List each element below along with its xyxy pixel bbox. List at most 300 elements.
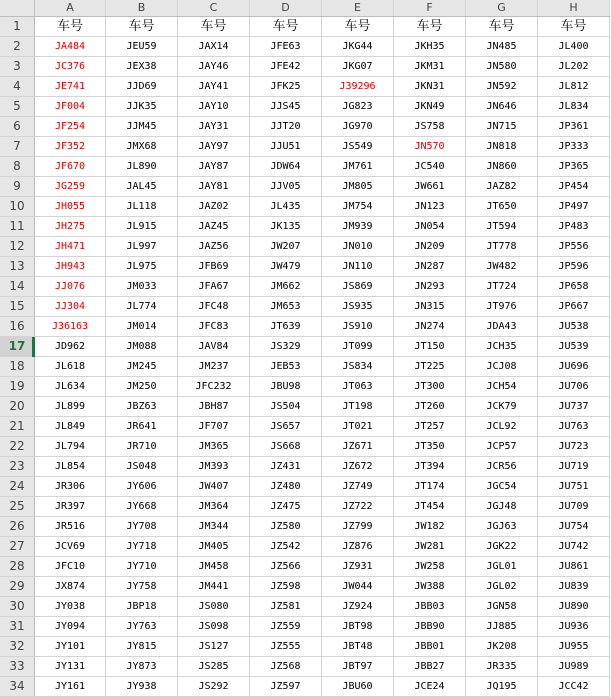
data-cell[interactable]: JT174 <box>394 477 466 497</box>
row-header[interactable]: 22 <box>0 437 35 457</box>
column-header-g[interactable]: G <box>466 0 538 17</box>
data-cell[interactable]: JU723 <box>538 437 610 457</box>
data-cell[interactable]: JZ924 <box>322 597 394 617</box>
data-cell[interactable]: JM754 <box>322 197 394 217</box>
data-cell[interactable]: JFB69 <box>178 257 250 277</box>
data-cell[interactable]: JS080 <box>178 597 250 617</box>
data-cell[interactable]: JN592 <box>466 77 538 97</box>
row-header[interactable]: 18 <box>0 357 35 377</box>
row-header[interactable]: 2 <box>0 37 35 57</box>
data-cell[interactable]: JZ931 <box>322 557 394 577</box>
data-cell[interactable]: JY668 <box>106 497 178 517</box>
data-cell[interactable]: JN209 <box>394 237 466 257</box>
data-cell[interactable]: JF352 <box>35 137 106 157</box>
data-cell[interactable]: JFA67 <box>178 277 250 297</box>
data-cell[interactable]: JM939 <box>322 217 394 237</box>
data-cell[interactable]: JP333 <box>538 137 610 157</box>
data-cell[interactable]: JS285 <box>178 657 250 677</box>
header-cell[interactable]: 车号 <box>250 17 322 37</box>
data-cell[interactable]: JAY41 <box>178 77 250 97</box>
data-cell[interactable]: JCH35 <box>466 337 538 357</box>
row-header[interactable]: 32 <box>0 637 35 657</box>
data-cell[interactable]: JY094 <box>35 617 106 637</box>
data-cell[interactable]: JM250 <box>106 377 178 397</box>
data-cell[interactable]: JP596 <box>538 257 610 277</box>
data-cell[interactable]: JFE42 <box>250 57 322 77</box>
data-cell[interactable]: JBT48 <box>322 637 394 657</box>
data-cell[interactable]: JZ566 <box>250 557 322 577</box>
data-cell[interactable]: JZ722 <box>322 497 394 517</box>
data-cell[interactable]: JT021 <box>322 417 394 437</box>
data-cell[interactable]: JAZ82 <box>466 177 538 197</box>
data-cell[interactable]: JW661 <box>394 177 466 197</box>
data-cell[interactable]: JK208 <box>466 637 538 657</box>
data-cell[interactable]: JM245 <box>106 357 178 377</box>
data-cell[interactable]: JL400 <box>538 37 610 57</box>
data-cell[interactable]: JL997 <box>106 237 178 257</box>
data-cell[interactable]: JH055 <box>35 197 106 217</box>
data-cell[interactable]: JY038 <box>35 597 106 617</box>
data-cell[interactable]: JZ542 <box>250 537 322 557</box>
data-cell[interactable]: JGJ63 <box>466 517 538 537</box>
data-cell[interactable]: JJU51 <box>250 137 322 157</box>
data-cell[interactable]: JM761 <box>322 157 394 177</box>
data-cell[interactable]: JN646 <box>466 97 538 117</box>
data-cell[interactable]: JY815 <box>106 637 178 657</box>
data-cell[interactable]: JFC10 <box>35 557 106 577</box>
data-cell[interactable]: JD962 <box>35 337 106 357</box>
header-cell[interactable]: 车号 <box>178 17 250 37</box>
data-cell[interactable]: JGC54 <box>466 477 538 497</box>
data-cell[interactable]: JBP18 <box>106 597 178 617</box>
data-cell[interactable]: JBZ63 <box>106 397 178 417</box>
row-header[interactable]: 5 <box>0 97 35 117</box>
row-header[interactable]: 9 <box>0 177 35 197</box>
data-cell[interactable]: JL849 <box>35 417 106 437</box>
data-cell[interactable]: JGK22 <box>466 537 538 557</box>
data-cell[interactable]: JCH54 <box>466 377 538 397</box>
data-cell[interactable]: JN485 <box>466 37 538 57</box>
data-cell[interactable]: JY101 <box>35 637 106 657</box>
row-header[interactable]: 26 <box>0 517 35 537</box>
data-cell[interactable]: JN274 <box>394 317 466 337</box>
data-cell[interactable]: JJM45 <box>106 117 178 137</box>
data-cell[interactable]: JM653 <box>250 297 322 317</box>
data-cell[interactable]: JN715 <box>466 117 538 137</box>
data-cell[interactable]: JS935 <box>322 297 394 317</box>
data-cell[interactable]: JZ568 <box>250 657 322 677</box>
data-cell[interactable]: JR516 <box>35 517 106 537</box>
data-cell[interactable]: JKG44 <box>322 37 394 57</box>
data-cell[interactable]: JFC232 <box>178 377 250 397</box>
data-cell[interactable]: JU989 <box>538 657 610 677</box>
data-cell[interactable]: JL774 <box>106 297 178 317</box>
header-cell[interactable]: 车号 <box>322 17 394 37</box>
row-header[interactable]: 28 <box>0 557 35 577</box>
data-cell[interactable]: JS910 <box>322 317 394 337</box>
data-cell[interactable]: JY708 <box>106 517 178 537</box>
data-cell[interactable]: JAY97 <box>178 137 250 157</box>
data-cell[interactable]: JP454 <box>538 177 610 197</box>
data-cell[interactable]: JJ304 <box>35 297 106 317</box>
data-cell[interactable]: JM441 <box>178 577 250 597</box>
data-cell[interactable]: JN123 <box>394 197 466 217</box>
data-cell[interactable]: JGL02 <box>466 577 538 597</box>
data-cell[interactable]: JW258 <box>394 557 466 577</box>
data-cell[interactable]: JDW64 <box>250 157 322 177</box>
data-cell[interactable]: JMX68 <box>106 137 178 157</box>
data-cell[interactable]: JY131 <box>35 657 106 677</box>
data-cell[interactable]: JT639 <box>250 317 322 337</box>
header-cell[interactable]: 车号 <box>394 17 466 37</box>
data-cell[interactable]: JAZ56 <box>178 237 250 257</box>
data-cell[interactable]: JL854 <box>35 457 106 477</box>
data-cell[interactable]: JF670 <box>35 157 106 177</box>
data-cell[interactable]: JL890 <box>106 157 178 177</box>
data-cell[interactable]: JN110 <box>322 257 394 277</box>
data-cell[interactable]: JAZ02 <box>178 197 250 217</box>
column-header-d[interactable]: D <box>250 0 322 17</box>
data-cell[interactable]: JFC48 <box>178 297 250 317</box>
data-cell[interactable]: JS668 <box>250 437 322 457</box>
data-cell[interactable]: JEB53 <box>250 357 322 377</box>
data-cell[interactable]: JZ581 <box>250 597 322 617</box>
data-cell[interactable]: J39296 <box>322 77 394 97</box>
row-header[interactable]: 14 <box>0 277 35 297</box>
data-cell[interactable]: JCL92 <box>466 417 538 437</box>
data-cell[interactable]: JBB90 <box>394 617 466 637</box>
column-header-b[interactable]: B <box>106 0 178 17</box>
column-header-a[interactable]: A <box>35 0 106 17</box>
data-cell[interactable]: JAZ45 <box>178 217 250 237</box>
header-cell[interactable]: 车号 <box>466 17 538 37</box>
data-cell[interactable]: JBT98 <box>322 617 394 637</box>
data-cell[interactable]: JS834 <box>322 357 394 377</box>
data-cell[interactable]: JZ580 <box>250 517 322 537</box>
data-cell[interactable]: JL618 <box>35 357 106 377</box>
data-cell[interactable]: JM365 <box>178 437 250 457</box>
data-cell[interactable]: JT650 <box>466 197 538 217</box>
data-cell[interactable]: JAX14 <box>178 37 250 57</box>
data-cell[interactable]: JU754 <box>538 517 610 537</box>
data-cell[interactable]: JZ475 <box>250 497 322 517</box>
data-cell[interactable]: JR710 <box>106 437 178 457</box>
row-header[interactable]: 33 <box>0 657 35 677</box>
header-cell[interactable]: 车号 <box>106 17 178 37</box>
data-cell[interactable]: JKM31 <box>394 57 466 77</box>
data-cell[interactable]: JM088 <box>106 337 178 357</box>
data-cell[interactable]: JS292 <box>178 677 250 697</box>
data-cell[interactable]: JT778 <box>466 237 538 257</box>
data-cell[interactable]: JT976 <box>466 297 538 317</box>
data-cell[interactable]: JQ195 <box>466 677 538 697</box>
data-cell[interactable]: JJ076 <box>35 277 106 297</box>
data-cell[interactable]: JL794 <box>35 437 106 457</box>
data-cell[interactable]: JU709 <box>538 497 610 517</box>
data-cell[interactable]: JM364 <box>178 497 250 517</box>
data-cell[interactable]: JCR56 <box>466 457 538 477</box>
data-cell[interactable]: JT394 <box>394 457 466 477</box>
data-cell[interactable]: JL118 <box>106 197 178 217</box>
data-cell[interactable]: JJK35 <box>106 97 178 117</box>
data-cell[interactable]: JM458 <box>178 557 250 577</box>
data-cell[interactable]: JAY87 <box>178 157 250 177</box>
row-header[interactable]: 27 <box>0 537 35 557</box>
data-cell[interactable]: JT260 <box>394 397 466 417</box>
data-cell[interactable]: JS098 <box>178 617 250 637</box>
data-cell[interactable]: JKN31 <box>394 77 466 97</box>
data-cell[interactable]: JCJ08 <box>466 357 538 377</box>
data-cell[interactable]: JGN58 <box>466 597 538 617</box>
row-header[interactable]: 11 <box>0 217 35 237</box>
data-cell[interactable]: JU737 <box>538 397 610 417</box>
data-cell[interactable]: JP667 <box>538 297 610 317</box>
data-cell[interactable]: JU719 <box>538 457 610 477</box>
data-cell[interactable]: JF707 <box>178 417 250 437</box>
data-cell[interactable]: JU706 <box>538 377 610 397</box>
data-cell[interactable]: JBU60 <box>322 677 394 697</box>
data-cell[interactable]: JBB27 <box>394 657 466 677</box>
data-cell[interactable]: JY763 <box>106 617 178 637</box>
data-cell[interactable]: JL812 <box>538 77 610 97</box>
data-cell[interactable]: JM237 <box>178 357 250 377</box>
data-cell[interactable]: JP365 <box>538 157 610 177</box>
row-header[interactable]: 17 <box>0 337 35 357</box>
data-cell[interactable]: JU538 <box>538 317 610 337</box>
data-cell[interactable]: JU763 <box>538 417 610 437</box>
data-cell[interactable]: JDA43 <box>466 317 538 337</box>
select-all-corner[interactable] <box>0 0 35 17</box>
data-cell[interactable]: JT724 <box>466 277 538 297</box>
data-cell[interactable]: JM014 <box>106 317 178 337</box>
data-cell[interactable]: JW281 <box>394 537 466 557</box>
data-cell[interactable]: JY710 <box>106 557 178 577</box>
row-header[interactable]: 23 <box>0 457 35 477</box>
data-cell[interactable]: JG970 <box>322 117 394 137</box>
data-cell[interactable]: JW044 <box>322 577 394 597</box>
data-cell[interactable]: JN010 <box>322 237 394 257</box>
data-cell[interactable]: JT063 <box>322 377 394 397</box>
row-header[interactable]: 10 <box>0 197 35 217</box>
data-cell[interactable]: JJT20 <box>250 117 322 137</box>
data-cell[interactable]: JFC83 <box>178 317 250 337</box>
row-header[interactable]: 1 <box>0 17 35 37</box>
data-cell[interactable]: JS504 <box>250 397 322 417</box>
data-cell[interactable]: JS758 <box>394 117 466 137</box>
data-cell[interactable]: JT594 <box>466 217 538 237</box>
data-cell[interactable]: JK135 <box>250 217 322 237</box>
data-cell[interactable]: JM393 <box>178 457 250 477</box>
data-cell[interactable]: JG259 <box>35 177 106 197</box>
row-header[interactable]: 3 <box>0 57 35 77</box>
data-cell[interactable]: JX874 <box>35 577 106 597</box>
data-cell[interactable]: JEX38 <box>106 57 178 77</box>
data-cell[interactable]: JH275 <box>35 217 106 237</box>
data-cell[interactable]: JY161 <box>35 677 106 697</box>
data-cell[interactable]: JF254 <box>35 117 106 137</box>
data-cell[interactable]: JY758 <box>106 577 178 597</box>
data-cell[interactable]: JL975 <box>106 257 178 277</box>
row-header[interactable]: 31 <box>0 617 35 637</box>
data-cell[interactable]: JT198 <box>322 397 394 417</box>
data-cell[interactable]: JF004 <box>35 97 106 117</box>
data-cell[interactable]: JP497 <box>538 197 610 217</box>
data-cell[interactable]: JW207 <box>250 237 322 257</box>
data-cell[interactable]: JL899 <box>35 397 106 417</box>
data-cell[interactable]: JAY10 <box>178 97 250 117</box>
data-cell[interactable]: JFK25 <box>250 77 322 97</box>
data-cell[interactable]: JBU98 <box>250 377 322 397</box>
data-cell[interactable]: JZ799 <box>322 517 394 537</box>
data-cell[interactable]: JZ559 <box>250 617 322 637</box>
data-cell[interactable]: JCP57 <box>466 437 538 457</box>
data-cell[interactable]: JCK79 <box>466 397 538 417</box>
data-cell[interactable]: JAY81 <box>178 177 250 197</box>
data-cell[interactable]: JW388 <box>394 577 466 597</box>
data-cell[interactable]: JZ749 <box>322 477 394 497</box>
data-cell[interactable]: JJS45 <box>250 97 322 117</box>
data-cell[interactable]: JU696 <box>538 357 610 377</box>
data-cell[interactable]: JR397 <box>35 497 106 517</box>
column-header-c[interactable]: C <box>178 0 250 17</box>
row-header[interactable]: 16 <box>0 317 35 337</box>
row-header[interactable]: 4 <box>0 77 35 97</box>
data-cell[interactable]: JS657 <box>250 417 322 437</box>
data-cell[interactable]: JCV69 <box>35 537 106 557</box>
data-cell[interactable]: JFE63 <box>250 37 322 57</box>
data-cell[interactable]: JBT97 <box>322 657 394 677</box>
column-header-e[interactable]: E <box>322 0 394 17</box>
data-cell[interactable]: JA484 <box>35 37 106 57</box>
data-cell[interactable]: JGL01 <box>466 557 538 577</box>
data-cell[interactable]: JZ431 <box>250 457 322 477</box>
data-cell[interactable]: JAL45 <box>106 177 178 197</box>
data-cell[interactable]: JS869 <box>322 277 394 297</box>
data-cell[interactable]: JT225 <box>394 357 466 377</box>
data-cell[interactable]: JT454 <box>394 497 466 517</box>
row-header[interactable]: 34 <box>0 677 35 697</box>
row-header[interactable]: 20 <box>0 397 35 417</box>
data-cell[interactable]: JP556 <box>538 237 610 257</box>
data-cell[interactable]: JN580 <box>466 57 538 77</box>
data-cell[interactable]: JBH87 <box>178 397 250 417</box>
data-cell[interactable]: JN293 <box>394 277 466 297</box>
data-cell[interactable]: JM662 <box>250 277 322 297</box>
data-cell[interactable]: JJ885 <box>466 617 538 637</box>
data-cell[interactable]: JE741 <box>35 77 106 97</box>
data-cell[interactable]: JP361 <box>538 117 610 137</box>
data-cell[interactable]: JM033 <box>106 277 178 297</box>
data-cell[interactable]: JL915 <box>106 217 178 237</box>
data-cell[interactable]: JL435 <box>250 197 322 217</box>
data-cell[interactable]: JL634 <box>35 377 106 397</box>
data-cell[interactable]: JU955 <box>538 637 610 657</box>
data-cell[interactable]: JKN49 <box>394 97 466 117</box>
data-cell[interactable]: JY873 <box>106 657 178 677</box>
data-cell[interactable]: JP483 <box>538 217 610 237</box>
data-cell[interactable]: JAV84 <box>178 337 250 357</box>
data-cell[interactable]: JJD69 <box>106 77 178 97</box>
data-cell[interactable]: JZ597 <box>250 677 322 697</box>
data-cell[interactable]: JT350 <box>394 437 466 457</box>
row-header[interactable]: 12 <box>0 237 35 257</box>
data-cell[interactable]: JZ672 <box>322 457 394 477</box>
data-cell[interactable]: JW182 <box>394 517 466 537</box>
row-header[interactable]: 8 <box>0 157 35 177</box>
data-cell[interactable]: JY938 <box>106 677 178 697</box>
data-cell[interactable]: JM405 <box>178 537 250 557</box>
data-cell[interactable]: JZ876 <box>322 537 394 557</box>
data-cell[interactable]: JAY46 <box>178 57 250 77</box>
data-cell[interactable]: JKG07 <box>322 57 394 77</box>
row-header[interactable]: 13 <box>0 257 35 277</box>
data-cell[interactable]: JU539 <box>538 337 610 357</box>
row-header[interactable]: 15 <box>0 297 35 317</box>
data-cell[interactable]: JC540 <box>394 157 466 177</box>
data-cell[interactable]: JU861 <box>538 557 610 577</box>
data-cell[interactable]: JN860 <box>466 157 538 177</box>
data-cell[interactable]: JZ671 <box>322 437 394 457</box>
data-cell[interactable]: JM344 <box>178 517 250 537</box>
data-cell[interactable]: JKH35 <box>394 37 466 57</box>
row-header[interactable]: 25 <box>0 497 35 517</box>
data-cell[interactable]: JL834 <box>538 97 610 117</box>
data-cell[interactable]: JR306 <box>35 477 106 497</box>
row-header[interactable]: 7 <box>0 137 35 157</box>
data-cell[interactable]: JR641 <box>106 417 178 437</box>
data-cell[interactable]: JH471 <box>35 237 106 257</box>
data-cell[interactable]: JAY31 <box>178 117 250 137</box>
data-cell[interactable]: JW482 <box>466 257 538 277</box>
data-cell[interactable]: JS127 <box>178 637 250 657</box>
data-cell[interactable]: JW479 <box>250 257 322 277</box>
row-header[interactable]: 24 <box>0 477 35 497</box>
row-header[interactable]: 21 <box>0 417 35 437</box>
data-cell[interactable]: JM805 <box>322 177 394 197</box>
data-cell[interactable]: JN054 <box>394 217 466 237</box>
data-cell[interactable]: JS329 <box>250 337 322 357</box>
data-cell[interactable]: JU742 <box>538 537 610 557</box>
header-cell[interactable]: 车号 <box>35 17 106 37</box>
data-cell[interactable]: JY606 <box>106 477 178 497</box>
column-header-f[interactable]: F <box>394 0 466 17</box>
data-cell[interactable]: JG823 <box>322 97 394 117</box>
data-cell[interactable]: JU839 <box>538 577 610 597</box>
column-header-h[interactable]: H <box>538 0 610 17</box>
header-cell[interactable]: 车号 <box>538 17 610 37</box>
data-cell[interactable]: JS048 <box>106 457 178 477</box>
data-cell[interactable]: JT257 <box>394 417 466 437</box>
data-cell[interactable]: JZ480 <box>250 477 322 497</box>
data-cell[interactable]: JC376 <box>35 57 106 77</box>
data-cell[interactable]: JJV05 <box>250 177 322 197</box>
data-cell[interactable]: JN818 <box>466 137 538 157</box>
data-cell[interactable]: JR335 <box>466 657 538 677</box>
data-cell[interactable]: JBB03 <box>394 597 466 617</box>
data-cell[interactable]: JT099 <box>322 337 394 357</box>
data-cell[interactable]: JU890 <box>538 597 610 617</box>
data-cell[interactable]: JZ555 <box>250 637 322 657</box>
data-cell[interactable]: JT150 <box>394 337 466 357</box>
data-cell[interactable]: JP658 <box>538 277 610 297</box>
data-cell[interactable]: JN570 <box>394 137 466 157</box>
data-cell[interactable]: JL202 <box>538 57 610 77</box>
data-cell[interactable]: JGJ48 <box>466 497 538 517</box>
data-cell[interactable]: JY718 <box>106 537 178 557</box>
data-cell[interactable]: JW407 <box>178 477 250 497</box>
data-cell[interactable]: JT300 <box>394 377 466 397</box>
data-cell[interactable]: JCC42 <box>538 677 610 697</box>
